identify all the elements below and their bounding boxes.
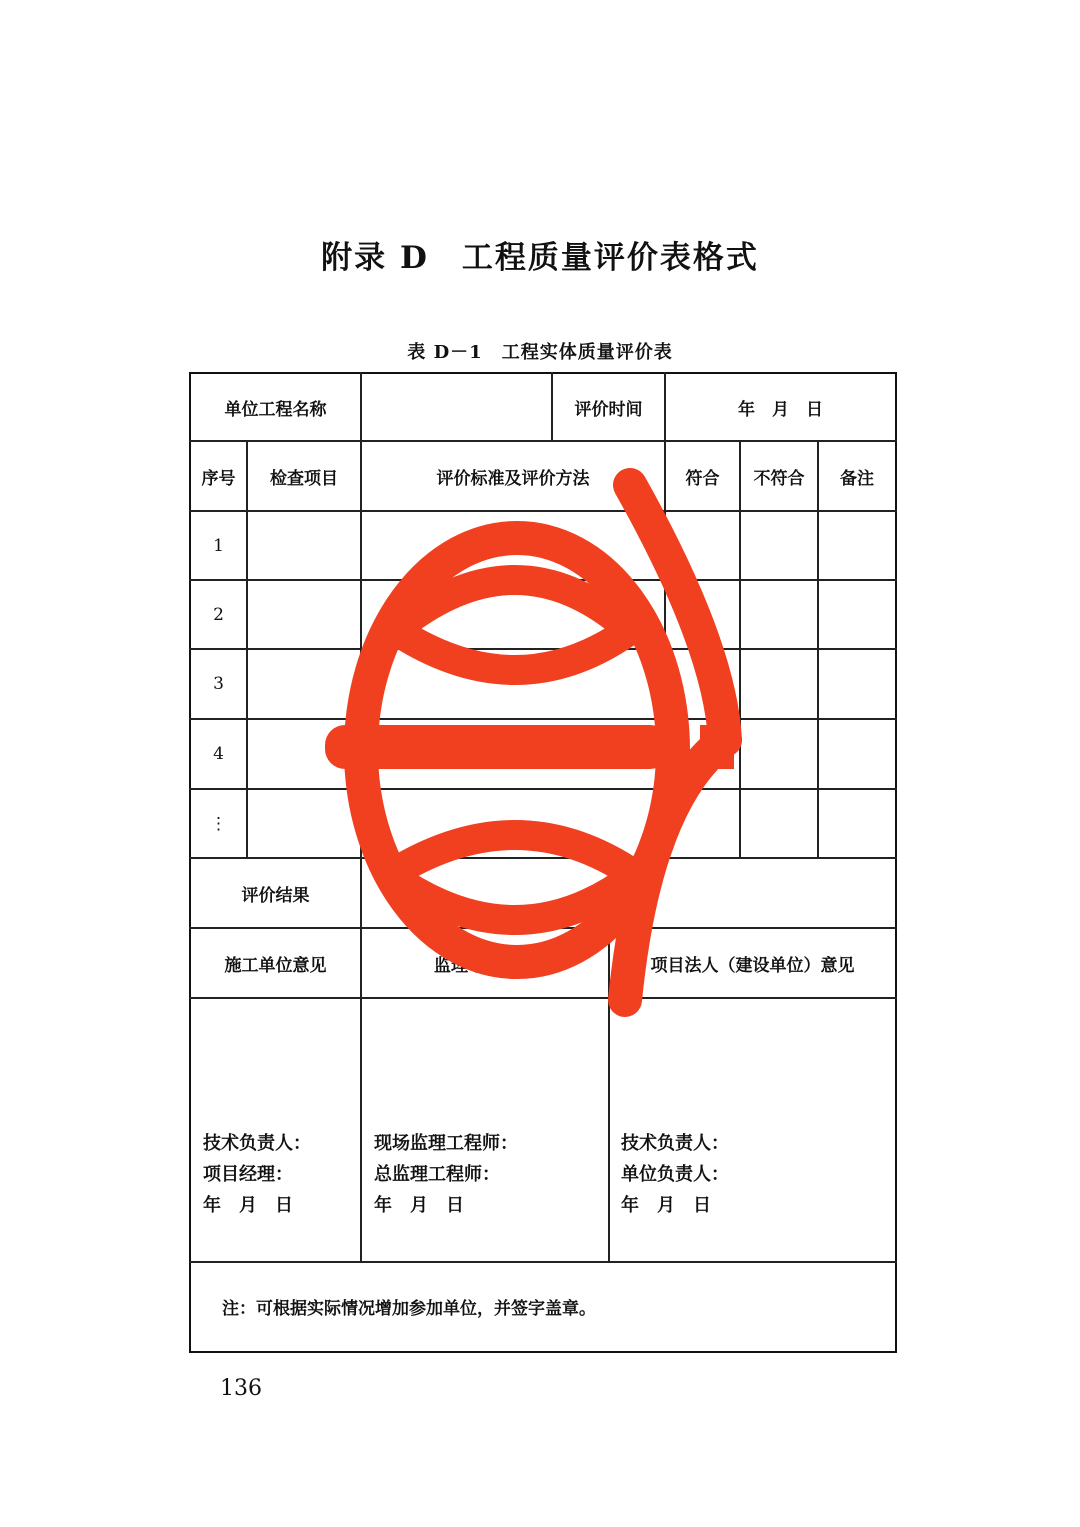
table-caption: 表 D－1 工程实体质量评价表 <box>407 342 673 363</box>
eval-time-date: 年 月 日 <box>738 399 823 420</box>
owner-signature-block <box>621 1128 729 1221</box>
column-header-item: 检查项目 <box>270 468 338 489</box>
signature-line: 现场监理工程师： <box>374 1133 518 1154</box>
owner-opinion-heading: 项目法人（建设单位）意见 <box>650 955 855 976</box>
signature-line: 总监理工程师： <box>374 1164 500 1185</box>
signature-date: 年 月 日 <box>621 1195 711 1216</box>
contractor-signature-block <box>203 1128 311 1221</box>
supervisor-signature-block <box>374 1128 518 1221</box>
column-header-remark: 备注 <box>840 468 874 489</box>
column-header-conform: 符合 <box>685 468 720 489</box>
contractor-opinion-heading: 施工单位意见 <box>224 955 327 976</box>
table-row-number: 3 <box>213 674 224 694</box>
unit-name-value <box>362 374 551 440</box>
signature-line: 项目经理： <box>203 1164 293 1185</box>
table-note: 注：可根据实际情况增加参加单位，并签字盖章。 <box>222 1299 596 1319</box>
eval-time-label: 评价时间 <box>574 399 643 420</box>
table-row-number: 1 <box>213 535 224 556</box>
table-row-number: 4 <box>213 744 224 764</box>
column-header-criteria: 评价标准及评价方法 <box>436 468 590 489</box>
red-stamp-icon <box>300 455 750 1035</box>
supervisor-opinion-heading: 监理单位意见 <box>434 955 536 976</box>
result-value: 符合 <box>611 885 646 906</box>
signature-date: 年 月 日 <box>374 1195 464 1216</box>
unit-name-label: 单位工程名称 <box>224 399 327 420</box>
page-title: 附录 D 工程质量评价表格式 <box>321 240 759 276</box>
signature-date: 年 月 日 <box>203 1195 293 1216</box>
result-label: 评价结果 <box>241 885 310 906</box>
grid-line <box>189 1261 897 1263</box>
table-row-number: 2 <box>213 604 224 625</box>
signature-line: 技术负责人： <box>621 1133 729 1154</box>
column-header-nonconform: 不符合 <box>753 468 805 489</box>
table-row-number: ⋮ <box>210 813 227 834</box>
column-header-seq: 序号 <box>201 468 236 489</box>
page-number: 136 <box>220 1376 262 1401</box>
signature-line: 技术负责人： <box>203 1133 311 1154</box>
signature-line: 单位负责人： <box>621 1164 729 1185</box>
